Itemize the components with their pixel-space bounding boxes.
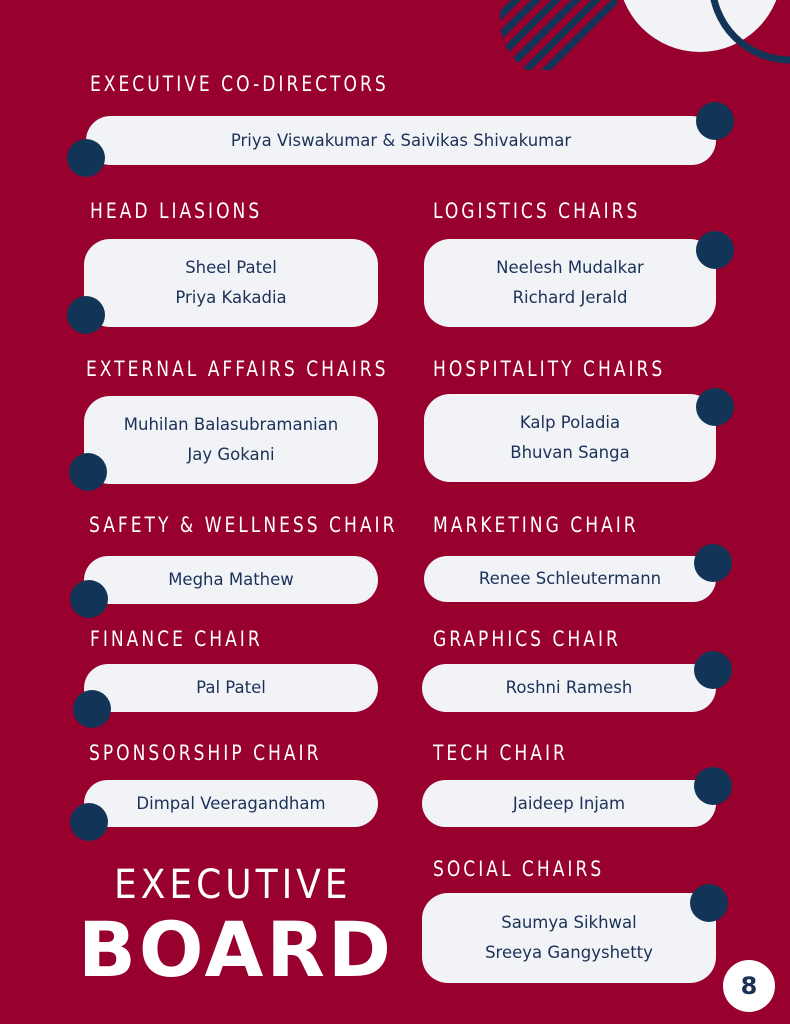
heading-hospitality-chairs: HOSPITALITY CHAIRS [433,357,666,382]
member-name: Neelesh Mudalkar [496,258,644,277]
member-name: Roshni Ramesh [505,678,633,697]
member-name: Muhilan Balasubramanian [123,415,339,434]
navy-dot [696,231,734,269]
names-card-safety-wellness-chair [84,556,378,604]
member-name: Saumya Sikhwal [501,913,637,932]
navy-dot [67,296,105,334]
names-card-marketing-chair [424,556,716,602]
member-name: Megha Mathew [168,570,294,589]
member-name: Jaideep Injam [512,793,626,813]
heading-social-chairs: SOCIAL CHAIRS [433,857,605,882]
heading-finance-chair: FINANCE CHAIR [90,627,263,652]
member-name: Dimpal Veeragandham [136,793,326,813]
heading-logistics-chairs: LOGISTICS CHAIRS [433,199,641,224]
navy-dot [694,544,732,582]
names-card-social-chairs [422,893,716,983]
names-card-hospitality-chairs [424,394,716,482]
names-card-executive-co-directors [86,116,716,165]
names-card-head-liasions [84,239,378,327]
heading-marketing-chair: MARKETING CHAIR [433,513,639,538]
heading-head-liasions: HEAD LIASIONS [90,199,263,224]
navy-dot [70,580,108,618]
heading-sponsorship-chair: SPONSORSHIP CHAIR [89,741,322,766]
page-number-badge: 8 [723,960,775,1012]
navy-dot [73,690,111,728]
heading-tech-chair: TECH CHAIR [433,741,568,766]
member-name: Pal Patel [196,678,266,697]
heading-graphics-chair: GRAPHICS CHAIR [433,627,621,652]
names-card-sponsorship-chair [84,780,378,827]
navy-dot [696,388,734,426]
title-executive: EXECUTIVE [114,862,352,908]
member-name: Kalp Poladia [519,413,621,432]
navy-dot [696,102,734,140]
names-card-external-affairs-chairs [84,396,378,484]
member-name: Sheel Patel [185,258,277,277]
names-card-tech-chair [422,780,716,827]
member-name: Priya Kakadia [175,288,287,307]
names-card-graphics-chair [422,664,716,712]
navy-dot [694,767,732,805]
heading-executive-co-directors: EXECUTIVE CO-DIRECTORS [90,72,389,97]
navy-dot [70,803,108,841]
navy-dot [69,453,107,491]
member-name: Sreeya Gangyshetty [485,943,653,962]
navy-dot [690,884,728,922]
member-name: Jay Gokani [187,445,275,464]
member-name: Richard Jerald [512,288,628,307]
heading-safety-wellness-chair: SAFETY & WELLNESS CHAIR [89,513,398,538]
heading-external-affairs-chairs: EXTERNAL AFFAIRS CHAIRS [86,357,389,382]
title-board: BOARD [78,905,394,994]
navy-dot [67,139,105,177]
names-card-logistics-chairs [424,239,716,327]
decorative-corner-shapes [0,0,790,70]
names-card-finance-chair [84,664,378,712]
member-name: Renee Schleutermann [478,569,662,588]
member-name: Priya Viswakumar & Saivikas Shivakumar [230,130,572,150]
member-name: Bhuvan Sanga [510,443,630,462]
navy-dot [694,651,732,689]
